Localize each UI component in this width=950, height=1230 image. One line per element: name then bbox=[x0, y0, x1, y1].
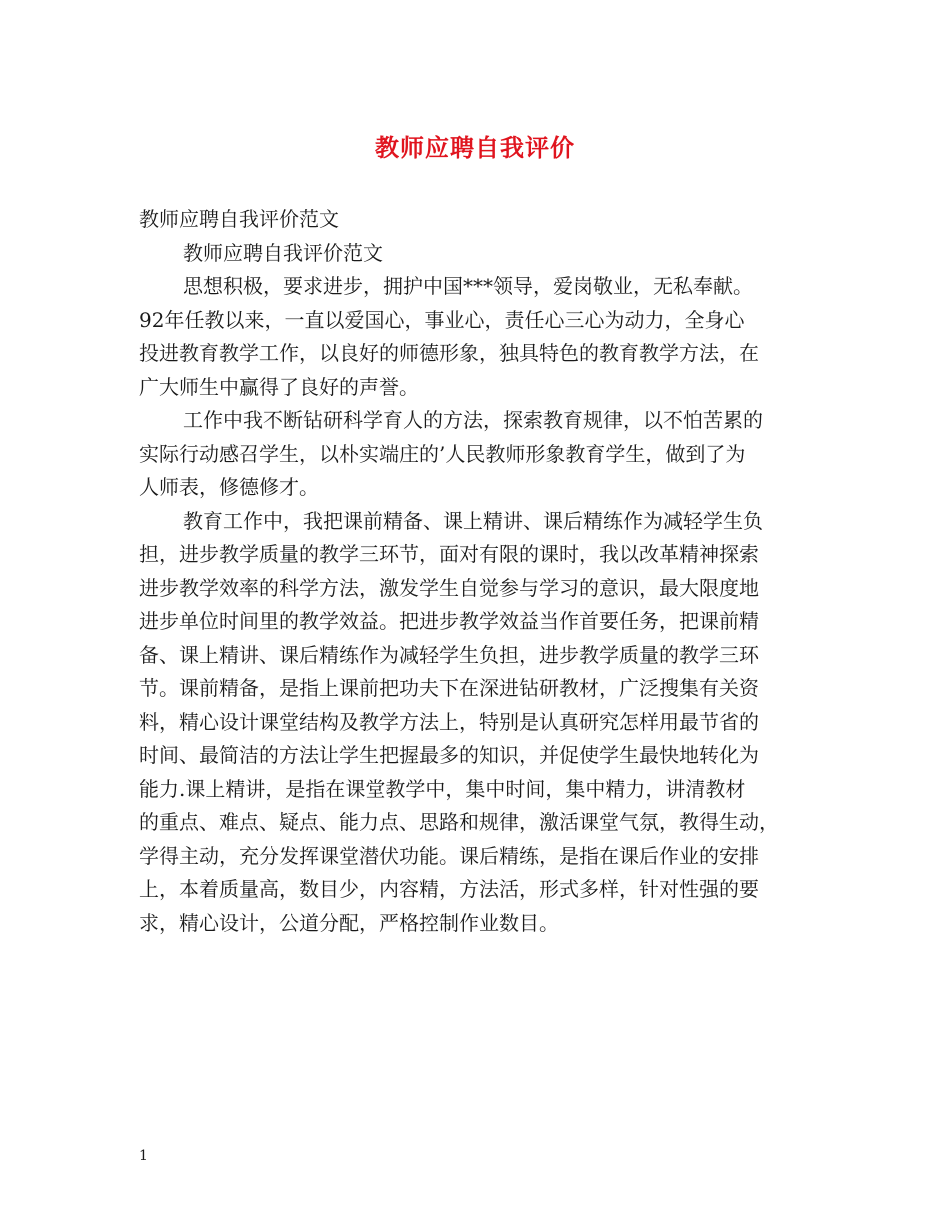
paragraph-line: 进步单位时间里的教学效益。把进步教学效益当作首要任务，把课前精 bbox=[139, 609, 759, 633]
paragraph-line: 节。课前精备，是指上课前把功夫下在深进钻研教材，广泛搜集有关资 bbox=[139, 676, 759, 700]
paragraph-line: 实际行动感召学生，以朴实端庄的’人民教师形象教育学生，做到了为 bbox=[139, 441, 746, 466]
document-body bbox=[139, 203, 829, 940]
paragraph-line: 工作中我不断钻研科学育人的方法，探索教育规律，以不怕苦累的 bbox=[183, 408, 763, 432]
document-heading: 教师应聘自我评价范文 bbox=[139, 207, 339, 231]
paragraph-line: 求，精心设计，公道分配，严格控制作业数目。 bbox=[139, 910, 559, 935]
paragraph-line: 进步教学效率的科学方法，激发学生自觉参与学习的意识，最大限度地 bbox=[139, 575, 759, 600]
paragraph-line: 教育工作中，我把课前精备、课上精讲、课后精练作为减轻学生负 bbox=[183, 508, 763, 533]
document-title: 教师应聘自我评价 bbox=[375, 133, 575, 162]
paragraph-line: 担，进步教学质量的教学三环节，面对有限的课时，我以改革精神探索 bbox=[139, 542, 759, 566]
paragraph-line: 92年任教以来，一直以爱国心，事业心，责任心三心为动力，全身心 bbox=[139, 307, 745, 332]
paragraph-line: 学得主动，充分发挥课堂潜伏功能。课后精练，是指在课后作业的安排 bbox=[139, 843, 759, 868]
document-subheading: 教师应聘自我评价范文 bbox=[183, 240, 383, 265]
paragraph-line: 能力.课上精讲，是指在课堂教学中，集中时间，集中精力，讲清教材 bbox=[139, 776, 746, 801]
paragraph-line: 人师表，修德修才。 bbox=[139, 475, 319, 499]
paragraph-line: 思想积极，要求进步，拥护中国***领导，爱岗敬业，无私奉献。 bbox=[183, 274, 753, 298]
paragraph-line: 上，本着质量高，数目少，内容精，方法活，形式多样，针对性强的要 bbox=[139, 877, 759, 901]
page-number: 1 bbox=[139, 1148, 148, 1164]
paragraph-line: 投进教育教学工作，以良好的师德形象，独具特色的教育教学方法，在 bbox=[139, 341, 759, 365]
paragraph-line: 时间、最简洁的方法让学生把握最多的知识，并促使学生最快地转化为 bbox=[139, 743, 759, 767]
paragraph-line: 广大师生中赢得了良好的声誉。 bbox=[139, 374, 419, 399]
paragraph-line: 备、课上精讲、课后精练作为减轻学生负担，进步教学质量的教学三环 bbox=[139, 642, 759, 667]
paragraph-line: 的重点、难点、疑点、能力点、思路和规律，激活课堂气氛，教得生动， bbox=[139, 810, 779, 834]
paragraph-line: 料，精心设计课堂结构及教学方法上，特别是认真研究怎样用最节省的 bbox=[139, 709, 759, 734]
